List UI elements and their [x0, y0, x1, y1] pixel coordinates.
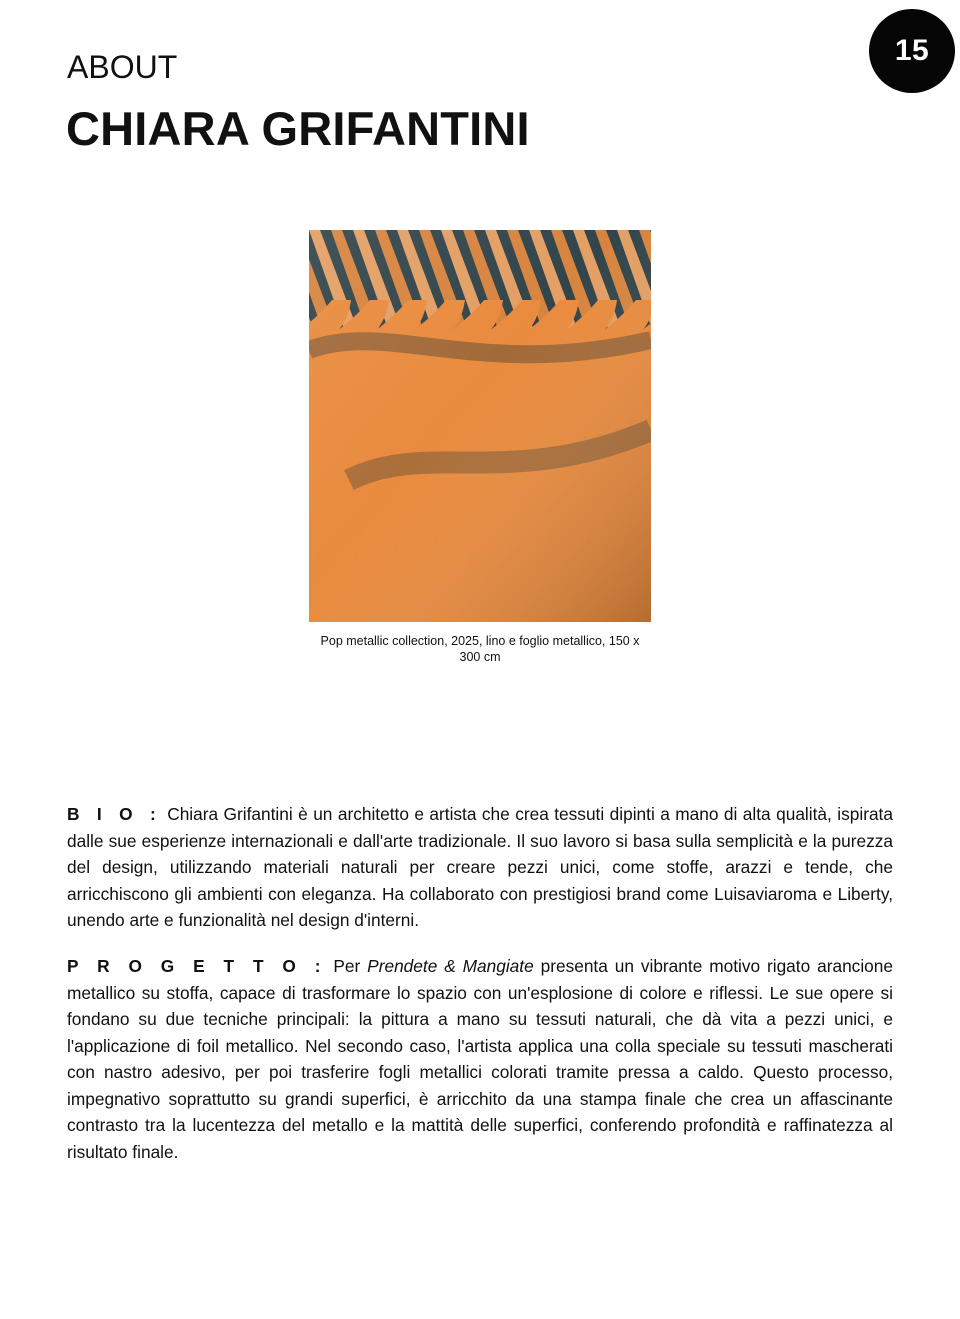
striped-fabric-picture [309, 230, 651, 622]
section-label: ABOUT [67, 49, 178, 85]
page-number-badge: 15 [869, 9, 955, 93]
bio-label: B I O : [67, 804, 162, 824]
project-title: Prendete & Mangiate [367, 956, 534, 976]
project-lead: Per [333, 956, 361, 976]
bio-text: Chiara Grifantini è un architetto e artista che crea tessuti dipinti a mano di alta qualità, ispirata dalle sue esperienze internazionali e dall'arte tradizionale. Il suo lavoro si basa sulla semplicità e la purezza del design, utilizzando materiali naturali per creare pezzi unici, come stoffe, arazzi e tende, che arricchiscono gli ambienti con eleganza. Ha collaborato con prestigiosi brand come Luisaviaroma e Liberty, unendo arte e funzionalità nel design d'interni. [67, 804, 893, 930]
project-text: presenta un vibrante motivo rigato arancione metallico su stoffa, capace di trasformare lo spazio con un'esplosione di colore e riflessi. Le sue opere si fondano su due tecniche principali: la pittura a mano su tessuti naturali, che dà vita a pezzi unici, e l'applicazione di foil metallico. Nel secondo caso, l'artista applica una colla speciale su tessuti mascherati con nastro adesivo, per poi trasferire fogli metallici colorati tramite pressa a caldo. Questo processo, impegnativo soprattutto su grandi superfici, è arricchito da una stampa finale che crea un affascinante contrasto tra la lucentezza del metallo e la mattità delle superfici, conferendo profondità e raffinatezza al risultato finale. [67, 956, 893, 1162]
artwork-caption: Pop metallic collection, 2025, lino e foglio metallico, 150 x 300 cm [320, 634, 640, 664]
bio-paragraph [67, 801, 893, 934]
project-label: P R O G E T T O : [67, 956, 327, 976]
light-overlay [309, 230, 651, 622]
artwork-image [309, 230, 651, 622]
project-paragraph [67, 953, 893, 1165]
artist-name-title: CHIARA GRIFANTINI [66, 102, 530, 155]
